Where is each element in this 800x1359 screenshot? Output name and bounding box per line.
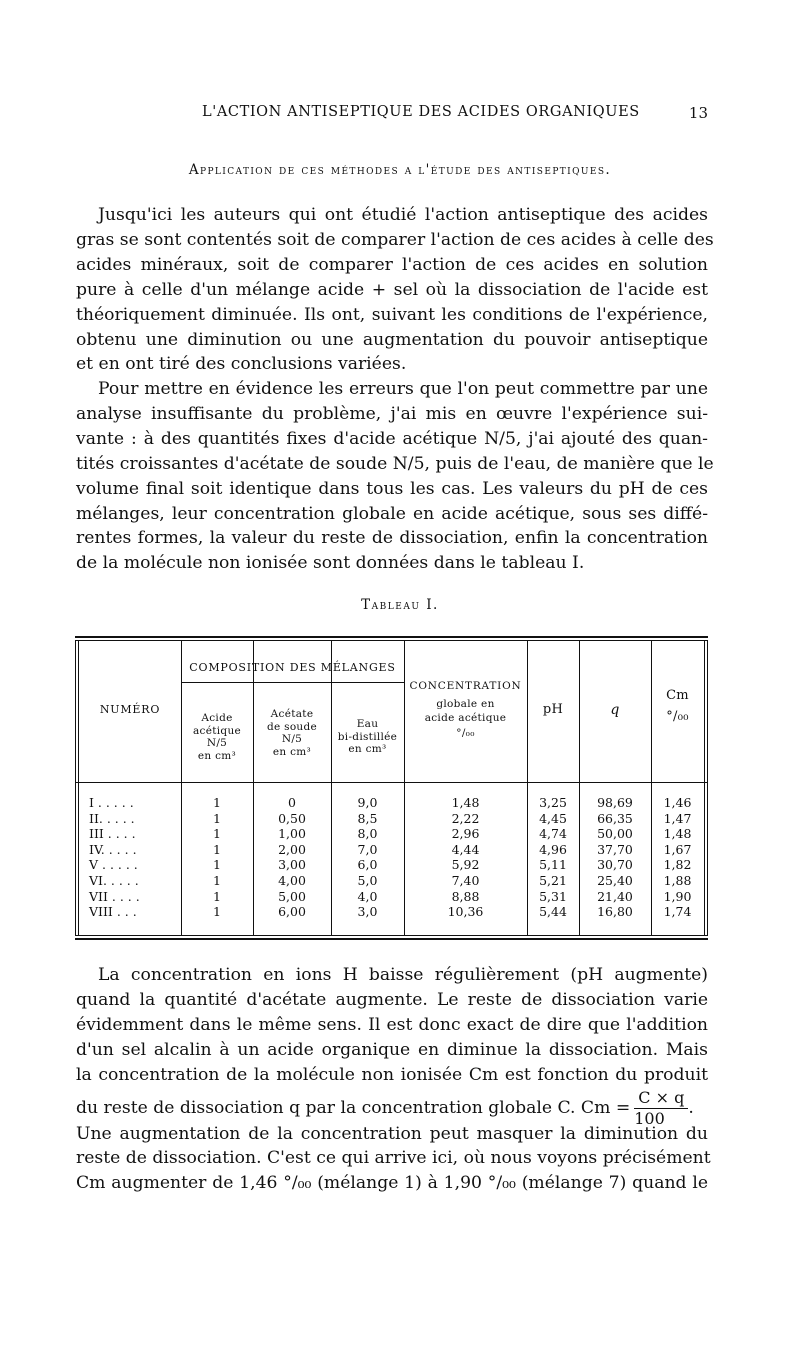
composition-rule (181, 682, 404, 683)
table-cell-numero: II. . . . . (89, 810, 135, 826)
header-concentration-line: CONCENTRATION (409, 680, 522, 692)
paragraph-line: vante : à des quantités fixes d'acide acétique N/5, j'ai ajouté des quan- (76, 428, 708, 449)
table-cell-cm: 1,67 (663, 841, 692, 857)
table-rule (75, 640, 708, 641)
table-rule (75, 938, 708, 940)
paragraph-line: pure à celle d'un mélange acide + sel où la dissociation de l'acide est (76, 279, 708, 300)
header-ph: pH (542, 702, 564, 717)
table-cell-ph: 5,31 (539, 888, 567, 904)
table-cell-q: 98,69 (597, 795, 633, 810)
table-cell-cm: 1,46 (663, 795, 692, 810)
table-cell-numero: VII . . . . (89, 888, 140, 904)
table-cell-concentration: 10,36 (447, 904, 484, 920)
table-cell-acide: 1 (213, 841, 221, 857)
table-cell-acetate: 3,00 (278, 857, 306, 873)
paragraph-line: analyse insuffisante du problème, j'ai mis en œuvre l'expérience sui- (76, 403, 708, 424)
table-cell-numero: VI. . . . . (89, 873, 139, 888)
table-cell-ph: 3,25 (539, 795, 567, 810)
header-acide-line: Acide (201, 712, 233, 724)
table-cell-q: 50,00 (597, 826, 633, 842)
header-acetate-line: en cm³ (272, 745, 312, 758)
table-cell-concentration: 8,88 (451, 888, 480, 904)
header-acide-line: en cm³ (197, 749, 237, 762)
table-border (75, 641, 76, 935)
table-cell-q: 30,70 (597, 857, 633, 873)
table-cell-eau: 3,0 (357, 904, 378, 920)
paragraph-line: gras se sont contentés soit de comparer l'action de ces acides à celle des (76, 229, 714, 250)
header-eau-line: en cm³ (348, 743, 387, 755)
table-cell-q: 25,40 (597, 873, 633, 888)
table-border (707, 641, 708, 935)
table-cell-acetate: 6,00 (278, 904, 306, 920)
paragraph-line: théoriquement diminuée. Ils ont, suivant les conditions de l'expérience, (76, 304, 708, 325)
paragraph-line: volume final soit identique dans tous les cas. Les valeurs du pH de ces (76, 478, 708, 499)
paragraph-line: rentes formes, la valeur du reste de dissociation, enfin la concentration (76, 528, 708, 549)
paragraph-line: La concentration en ions H baisse régulièrement (pH augmente) (98, 965, 708, 985)
paragraph-line: Jusqu'ici les auteurs qui ont étudié l'action antiseptique des acides (98, 205, 708, 225)
paragraph-line: évidemment dans le même sens. Il est donc exact de dire que l'addition (76, 1014, 708, 1035)
header-cm-line: °/₀₀ (666, 708, 689, 724)
running-head (78, 104, 708, 128)
paragraph-1 (76, 203, 714, 377)
header-q: q (610, 702, 620, 718)
table-cell-ph: 4,45 (539, 810, 567, 826)
header-concentration-line: acide acétique (424, 712, 507, 724)
section-heading: Application de ces méthodes a l'étude des antiseptiques. (188, 162, 612, 178)
running-title: L'ACTION ANTISEPTIQUE DES ACIDES ORGANIQUES (202, 104, 640, 120)
paragraph-line: et en ont tiré des conclusions variées. (76, 354, 407, 375)
header-acetate-line: de soude (266, 720, 318, 733)
table-cell-cm: 1,82 (663, 857, 692, 873)
table-cell-acide: 1 (213, 888, 221, 904)
table-cell-ph: 5,11 (539, 857, 567, 873)
data-table (75, 636, 708, 940)
table-cell-cm: 1,48 (663, 826, 692, 842)
table-cell-acide: 1 (213, 873, 221, 888)
header-acide-line: acétique (192, 724, 242, 737)
header-concentration (404, 680, 527, 739)
paragraph-line: la concentration de la molécule non ionisée Cm est fonction du produit (76, 1064, 708, 1085)
header-concentration-line: globale en (436, 697, 495, 710)
table-cell-acide: 1 (213, 826, 221, 842)
header-acide (181, 712, 253, 762)
paragraph-line: tités croissantes d'acétate de soude N/5, puis de l'eau, de manière que le (76, 453, 714, 474)
table-cell-numero: III . . . . (89, 826, 136, 842)
header-rule (75, 782, 708, 783)
page-number: 13 (688, 104, 708, 122)
table-cell-acide: 1 (213, 904, 221, 920)
table-caption: Tableau I. (361, 597, 439, 613)
table-cell-eau: 5,0 (357, 873, 378, 888)
header-acetate-line: N/5 (281, 733, 303, 745)
header-acetate (253, 708, 331, 758)
paragraph-line: quand la quantité d'acétate augmente. Le reste de dissociation varie (76, 989, 708, 1010)
table-cell-cm: 1,74 (663, 904, 692, 920)
paragraph-line: acides minéraux, soit de comparer l'action de ces acides en solution (76, 254, 708, 275)
formula-line-text: du reste de dissociation q par la concentration globale C. Cm = (76, 1097, 631, 1118)
table-cell-eau: 8,0 (357, 826, 378, 842)
table-cell-eau: 7,0 (357, 841, 378, 857)
table-cell-concentration: 2,96 (451, 826, 480, 842)
paragraph-3 (76, 963, 711, 1196)
formula-numerator: C × q (634, 1088, 688, 1109)
header-numero: NUMÉRO (99, 703, 161, 716)
table-cell-q: 37,70 (597, 841, 633, 857)
table-cell-numero: V . . . . . (89, 857, 138, 873)
paragraph-line: reste de dissociation. C'est ce qui arrive ici, où nous voyons précisément (76, 1148, 711, 1169)
paragraph-line: d'un sel alcalin à un acide organique en diminue la dissociation. Mais (76, 1039, 708, 1060)
table-cell-ph: 4,74 (539, 826, 567, 842)
header-eau-line: bi-distillée (337, 730, 398, 743)
paragraph-line: Pour mettre en évidence les erreurs que l'on peut commettre par une (98, 379, 708, 399)
table-cell-concentration: 1,48 (451, 795, 480, 810)
table-cell-cm: 1,90 (663, 888, 692, 904)
table-cell-q: 16,80 (597, 904, 633, 920)
table-rule (75, 935, 708, 936)
table-cell-numero: IV. . . . . (89, 841, 137, 857)
header-cm-line: Cm (666, 688, 689, 703)
table-cell-acetate: 5,00 (278, 888, 306, 904)
formula-denominator: 100 (634, 1108, 665, 1128)
table-cell-acetate: 4,00 (278, 873, 306, 888)
table-cell-concentration: 5,92 (451, 857, 480, 873)
header-concentration-line: °/₀₀ (456, 726, 475, 739)
table-cell-concentration: 4,44 (451, 841, 480, 857)
table-cell-numero: VIII . . . (89, 904, 137, 920)
table-border (78, 641, 79, 935)
table-cell-q: 21,40 (597, 888, 633, 904)
paragraph-line: de la molécule non ionisée sont données dans le tableau I. (76, 553, 585, 574)
table-cell-acetate: 2,00 (278, 841, 306, 857)
table-cell-acetate: 0,50 (278, 810, 306, 826)
header-composition: COMPOSITION DES MÉLANGES (189, 661, 396, 674)
table-cell-ph: 4,96 (539, 841, 567, 857)
formula-line: du reste de dissociation q par la concentration globale C. Cm = $\frac{C \times q}{100}$ . (76, 1087, 694, 1128)
header-cm (651, 690, 704, 723)
header-acetate-line: Acétate (270, 708, 314, 720)
table-cell-acide: 1 (213, 857, 221, 873)
table-cell-acide: 1 (213, 795, 221, 810)
table-cell-eau: 4,0 (357, 888, 378, 904)
table-cell-concentration: 2,22 (451, 810, 480, 826)
table-cell-cm: 1,47 (663, 810, 692, 826)
table-cell-acetate: 0 (288, 795, 296, 810)
table-cell-ph: 5,44 (539, 904, 567, 920)
paragraph-line: mélanges, leur concentration globale en acide acétique, sous ses diffé- (76, 503, 708, 524)
header-acide-line: N/5 (206, 737, 228, 749)
table-border (704, 641, 705, 935)
paragraph-2 (76, 377, 714, 576)
table-cell-acide: 1 (213, 810, 221, 826)
table-cell-eau: 9,0 (357, 795, 378, 810)
header-eau (331, 718, 404, 756)
table-cell-ph: 5,21 (539, 873, 567, 888)
table-cell-acetate: 1,00 (278, 826, 306, 842)
table-cell-eau: 6,0 (357, 857, 378, 873)
table-rule (75, 636, 708, 638)
paragraph-line: Une augmentation de la concentration peut masquer la diminution du (76, 1123, 708, 1144)
table-cell-eau: 8,5 (357, 810, 378, 826)
table-cell-numero: I . . . . . (89, 795, 134, 810)
table-cell-concentration: 7,40 (451, 873, 480, 888)
paragraph-line: Cm augmenter de 1,46 °/₀₀ (mélange 1) à 1,90 °/₀₀ (mélange 7) quand le (76, 1173, 708, 1194)
header-eau-line: Eau (356, 718, 379, 730)
table-cell-q: 66,35 (597, 810, 633, 826)
table-cell-cm: 1,88 (663, 873, 692, 888)
paragraph-line: obtenu une diminution ou une augmentation du pouvoir antiseptique (76, 329, 708, 350)
